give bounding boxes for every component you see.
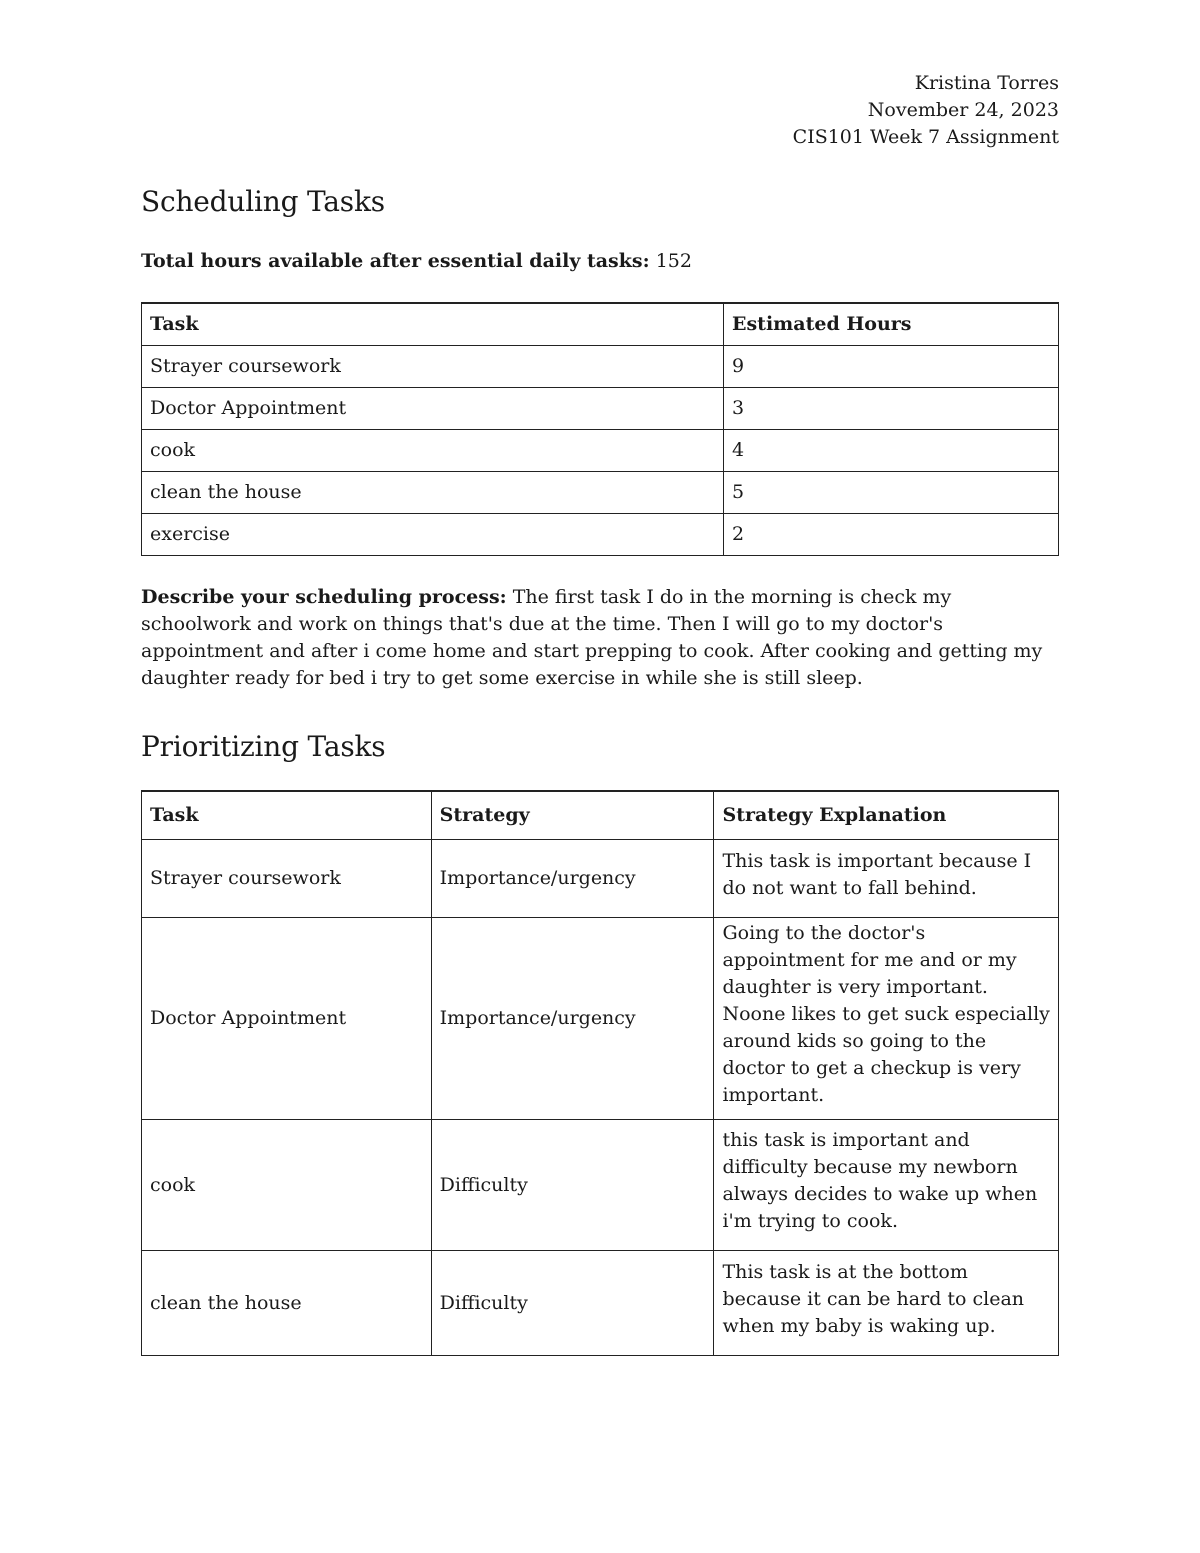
table-row: [142, 840, 1059, 918]
total-hours-label: Total hours available after essential daily tasks:: [141, 250, 650, 272]
course-title: CIS101 Week 7 Assignment: [792, 126, 1059, 148]
hours-cell: 3: [724, 387, 1059, 429]
table-row: [142, 387, 1059, 429]
document-date: November 24, 2023: [867, 99, 1059, 121]
table-row: [142, 429, 1059, 471]
strategy-cell: Importance/urgency: [431, 918, 714, 1120]
table-header-row: [142, 791, 1059, 840]
task-cell: cook: [142, 429, 724, 471]
task-cell: Doctor Appointment: [142, 387, 724, 429]
task-cell: Doctor Appointment: [142, 918, 432, 1120]
table-header-row: [142, 303, 1059, 345]
describe-text: The first task I do in the morning is check my schoolwork and work on things that's due at the time. Then I will go to my doctor's appointment and after i come home and start prepping to cook. After cooking and getting my daughter ready for bed i try to get some exercise in while she is still sleep.: [141, 585, 1043, 689]
table-row: [142, 1120, 1059, 1251]
describe-label: Describe your scheduling process:: [141, 585, 507, 608]
hours-cell: 9: [724, 345, 1059, 387]
strategy-cell: Difficulty: [431, 1251, 714, 1356]
explanation-cell: This task is at the bottom because it can be hard to clean when my baby is waking up.: [714, 1251, 1059, 1356]
explanation-cell: Going to the doctor's appointment for me and or my daughter is very important. Noone likes to get suck especially around kids so going to the doctor to get a checkup is very important.: [714, 918, 1059, 1120]
prioritizing-heading: Prioritizing Tasks: [141, 729, 386, 763]
hours-cell: 5: [724, 471, 1059, 513]
task-cell: Strayer coursework: [142, 840, 432, 918]
column-header: Task: [142, 303, 724, 345]
prioritizing-table: [141, 790, 1059, 1357]
column-header: Estimated Hours: [724, 303, 1059, 345]
strategy-cell: Importance/urgency: [431, 840, 714, 918]
explanation-cell: This task is important because I do not want to fall behind.: [714, 840, 1059, 918]
author-name: Kristina Torres: [914, 72, 1059, 94]
table-row: [142, 1251, 1059, 1356]
task-cell: clean the house: [142, 1251, 432, 1356]
column-header: Strategy: [431, 791, 714, 840]
task-cell: cook: [142, 1120, 432, 1251]
table-row: [142, 471, 1059, 513]
scheduling-description: [141, 584, 1059, 692]
scheduling-heading: Scheduling Tasks: [141, 185, 385, 218]
table-row: [142, 345, 1059, 387]
total-hours-line: [141, 247, 1059, 275]
strategy-cell: Difficulty: [431, 1120, 714, 1251]
total-hours-value: 152: [655, 250, 692, 272]
task-cell: clean the house: [142, 471, 724, 513]
column-header: Task: [142, 791, 432, 840]
explanation-cell: this task is important and difficulty because my newborn always decides to wake up when i'm trying to cook.: [714, 1120, 1059, 1251]
hours-cell: 2: [724, 513, 1059, 555]
scheduling-table: [141, 302, 1059, 556]
header-block: [141, 70, 1059, 151]
column-header: Strategy Explanation: [714, 791, 1059, 840]
hours-cell: 4: [724, 429, 1059, 471]
table-row: [142, 918, 1059, 1120]
document-page: [141, 70, 1059, 1356]
task-cell: exercise: [142, 513, 724, 555]
task-cell: Strayer coursework: [142, 345, 724, 387]
table-row: [142, 513, 1059, 555]
